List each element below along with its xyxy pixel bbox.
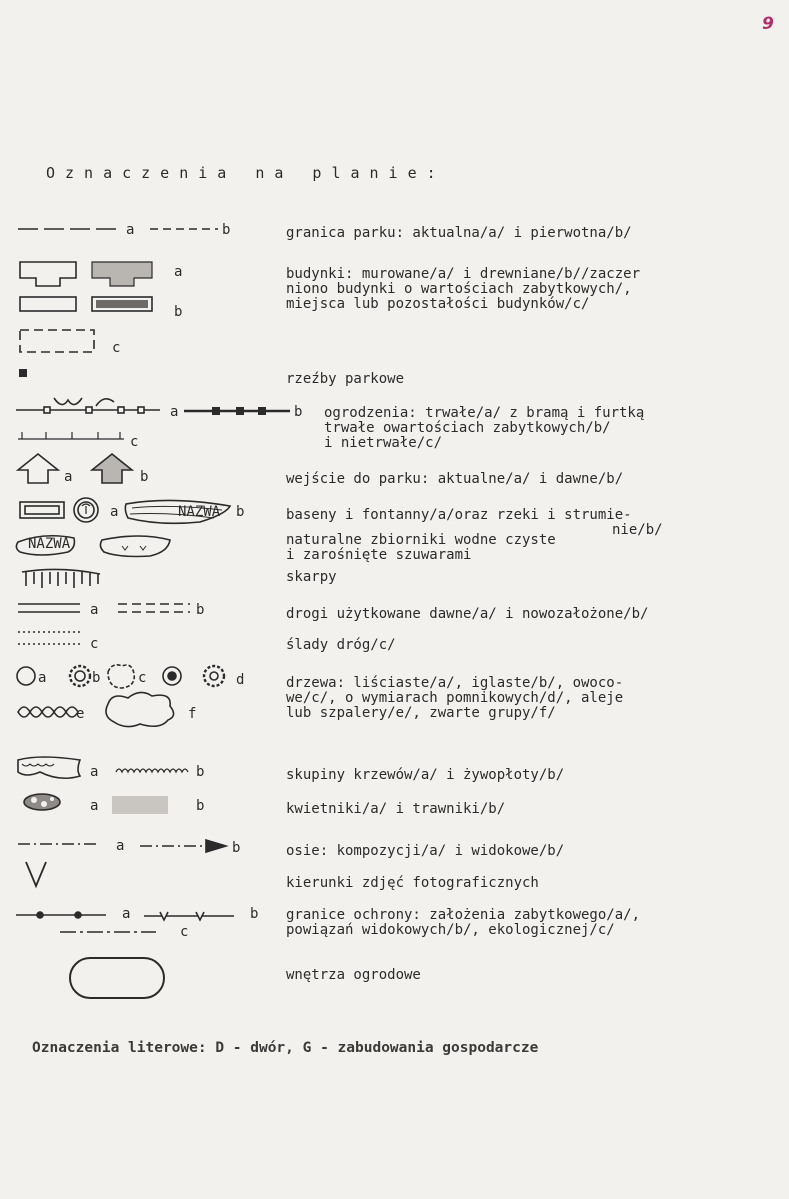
roads-symbol: [18, 604, 190, 644]
svg-text:f: f: [188, 706, 197, 722]
svg-text:a: a: [170, 404, 179, 420]
svg-text:b: b: [92, 670, 101, 686]
desc-protection-boundaries: granice ochrony: założenia zabytkowego/a/, powiązań widokowych/b/, ekologicznej/c/: [286, 907, 641, 938]
desc-slopes: skarpy: [286, 569, 337, 585]
svg-text:a: a: [116, 838, 125, 854]
fences-symbol: [16, 398, 290, 439]
desc-flowerbeds: kwietniki/a/ i trawniki/b/: [286, 801, 506, 817]
desc-garden-interiors: wnętrza ogrodowe: [286, 967, 421, 983]
svg-text:a: a: [122, 906, 131, 922]
entrance-symbol: [18, 454, 132, 483]
svg-text:c: c: [112, 340, 121, 356]
svg-text:a: a: [126, 222, 135, 238]
svg-text:c: c: [130, 434, 139, 450]
svg-text:a: a: [110, 504, 119, 520]
svg-text:c: c: [180, 924, 189, 940]
desc-roads: drogi użytkowane dawne/a/ i nowozałożone/b/: [286, 606, 649, 622]
svg-text:b: b: [196, 798, 205, 814]
desc-fences: ogrodzenia: trwałe/a/ z bramą i furtką trwałe owartościach zabytkowych/b/ i nietrwałe/c/: [324, 405, 645, 451]
shrubs-hedges-symbol: [18, 757, 188, 778]
garden-interior-symbol: [70, 958, 164, 998]
legend-title: Oznaczenia na planie:: [46, 164, 446, 182]
svg-text:a: a: [90, 602, 99, 618]
page-number: 9: [762, 14, 774, 34]
svg-text:a: a: [90, 798, 99, 814]
desc-trees: drzewa: liściaste/a/, iglaste/b/, owoco- we/c/, o wymiarach pomnikowych/d/, aleje lub szpalery/e/, zwarte grupy/f/: [286, 675, 624, 721]
desc-road-traces: ślady dróg/c/: [286, 637, 396, 653]
svg-text:c: c: [138, 670, 147, 686]
desc-pools: baseny i fontanny/a/oraz rzeki i strumie-: [286, 507, 632, 523]
svg-text:NAZWA: NAZWA: [28, 536, 71, 552]
desc-park-boundary: granica parku: aktualna/a/ i pierwotna/b/: [286, 225, 632, 241]
svg-text:b: b: [250, 906, 259, 922]
desc-photo-directions: kierunki zdjęć fotograficznych: [286, 875, 539, 891]
svg-text:NAZWA: NAZWA: [178, 504, 221, 520]
svg-text:a: a: [38, 670, 47, 686]
svg-text:a: a: [90, 764, 99, 780]
svg-text:c: c: [90, 636, 99, 652]
photo-direction-symbol: [26, 862, 46, 886]
desc-sculptures: rzeźby parkowe: [286, 371, 405, 387]
svg-text:b: b: [140, 469, 149, 485]
svg-text:e: e: [76, 706, 85, 722]
svg-text:b: b: [174, 304, 183, 320]
buildings-symbol: [20, 262, 152, 352]
svg-text:b: b: [236, 504, 245, 520]
svg-text:b: b: [196, 764, 205, 780]
svg-text:b: b: [232, 840, 241, 856]
desc-entrance: wejście do parku: aktualne/a/ i dawne/b/: [286, 471, 624, 487]
svg-text:d: d: [236, 672, 245, 688]
svg-text:b: b: [222, 222, 231, 238]
desc-shrubs: skupiny krzewów/a/ i żywopłoty/b/: [286, 767, 565, 783]
svg-text:a: a: [174, 264, 183, 280]
svg-text:b: b: [196, 602, 205, 618]
sculpture-symbol: [19, 369, 27, 377]
svg-text:b: b: [294, 404, 303, 420]
slope-symbol: [22, 569, 100, 588]
letter-codes-footer: Oznaczenia literowe: D - dwór, G - zabudowania gospodarcze: [32, 1040, 539, 1056]
desc-buildings: budynki: murowane/a/ i drewniane/b//zaczer niono budynki o wartościach zabytkowych/, miejsca lub pozostałości budynków/c/: [286, 266, 641, 312]
svg-text:a: a: [64, 469, 73, 485]
desc-axes: osie: kompozycji/a/ i widokowe/b/: [286, 843, 565, 859]
desc-pools-cont: nie/b/: [612, 522, 663, 538]
desc-natural-water: naturalne zbiorniki wodne czyste i zarośnięte szuwarami: [286, 532, 556, 563]
